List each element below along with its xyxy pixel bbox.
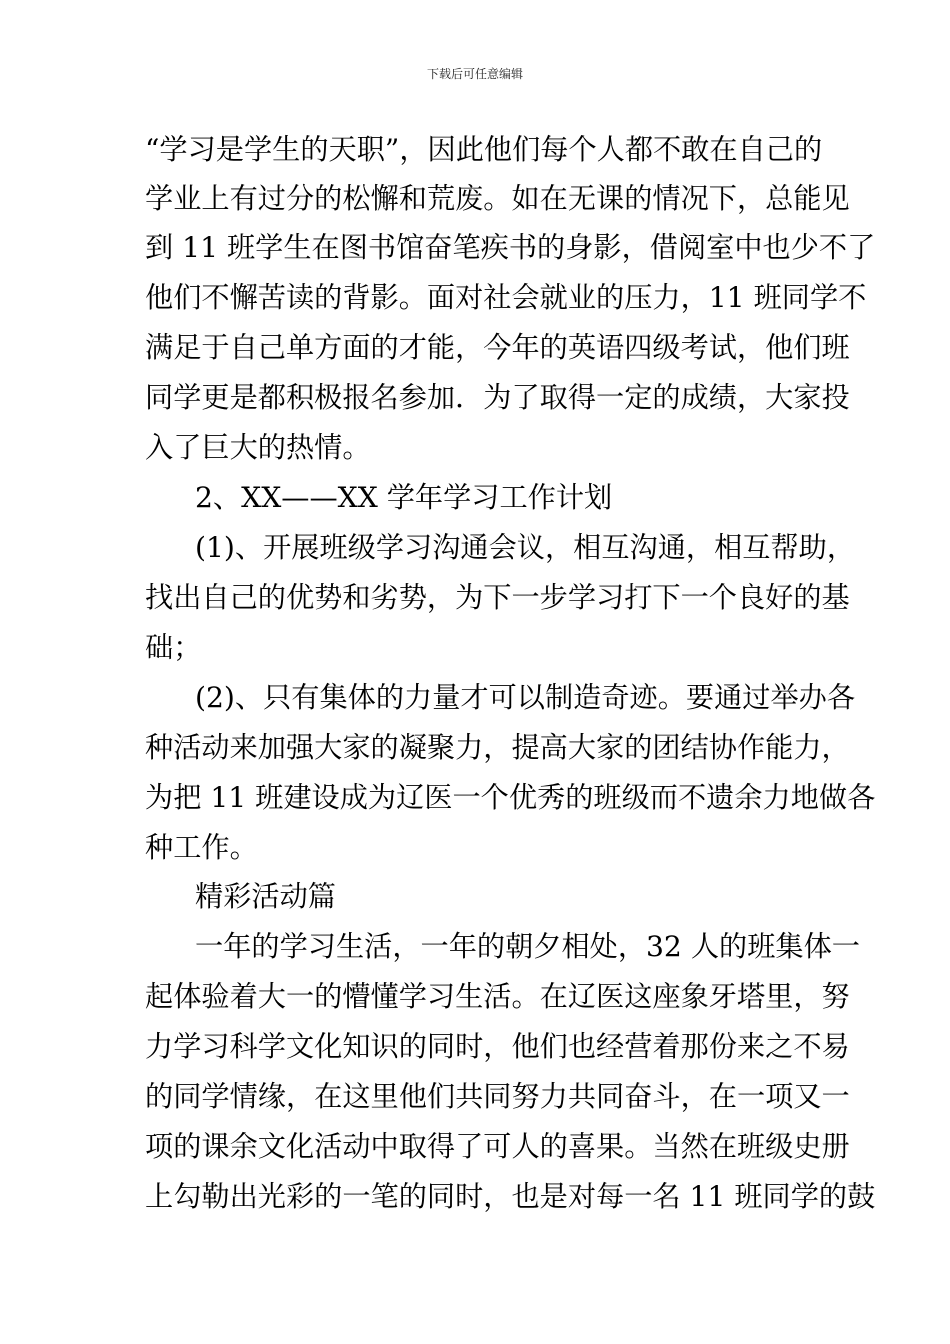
body-line: 上勾勒出光彩的一笔的同时，也是对每一名 11 班同学的鼓: [145, 1180, 876, 1213]
body-line: 找出自己的优势和劣势，为下一步学习打下一个良好的基: [145, 581, 850, 614]
body-line: 到 11 班学生在图书馆奋笔疾书的身影，借阅室中也少不了: [145, 231, 876, 264]
section-heading: 2、XX——XX 学年学习工作计划: [195, 481, 613, 514]
body-line: 种活动来加强大家的凝聚力，提高大家的团结协作能力，: [145, 731, 850, 764]
body-line: 为把 11 班建设成为辽医一个优秀的班级而不遗余力地做各: [145, 781, 876, 814]
body-line: 一年的学习生活，一年的朝夕相处，32 人的班集体一: [195, 930, 860, 963]
body-line: (2)、只有集体的力量才可以制造奇迹。要通过举办各: [195, 681, 856, 714]
page-header: 下载后可任意编辑: [426, 67, 523, 81]
body-line: 的同学情缘，在这里他们共同努力共同奋斗，在一项又一: [145, 1080, 850, 1113]
body-line: 种工作。: [145, 831, 258, 864]
body-line: (1)、开展班级学习沟通会议，相互沟通，相互帮助，: [195, 531, 856, 564]
body-line: 满足于自己单方面的才能，今年的英语四级考试，他们班: [145, 331, 850, 364]
body-line: 入了巨大的热情。: [145, 431, 371, 464]
section-heading: 精彩活动篇: [195, 880, 336, 913]
body-line: 项的课余文化活动中取得了可人的喜果。当然在班级史册: [145, 1130, 850, 1163]
body-line: 他们不懈苦读的背影。面对社会就业的压力，11 班同学不: [145, 281, 867, 314]
body-line: 起体验着大一的懵懂学习生活。在辽医这座象牙塔里，努: [145, 980, 850, 1013]
body-line: 力学习科学文化知识的同时，他们也经营着那份来之不易: [145, 1030, 850, 1063]
body-line: 础；: [145, 631, 202, 664]
body-line: “学习是学生的天职”，因此他们每个人都不敢在自己的: [145, 133, 823, 166]
body-line: 学业上有过分的松懈和荒废。如在无课的情况下，总能见: [145, 182, 850, 215]
body-line: 同学更是都积极报名参加．为了取得一定的成绩，大家投: [145, 381, 850, 414]
